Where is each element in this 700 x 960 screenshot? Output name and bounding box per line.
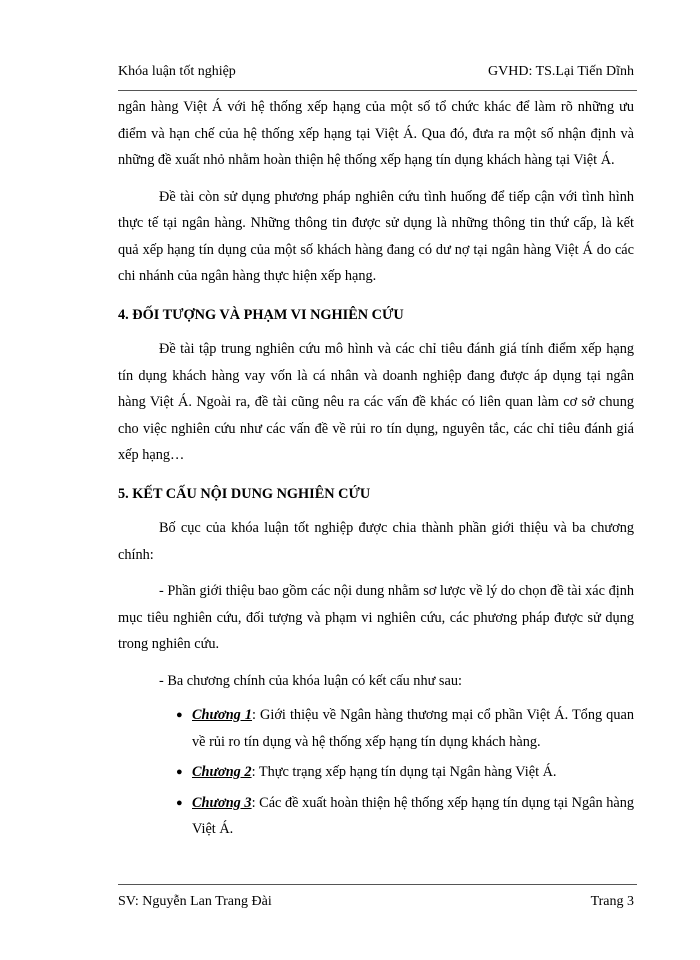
section-heading-4: 4. ĐỐI TƯỢNG VÀ PHẠM VI NGHIÊN CỨU [118, 306, 404, 323]
list-item [118, 759, 634, 786]
header-divider [118, 90, 637, 91]
document-body [118, 94, 634, 847]
paragraph-chapters-intro: - Ba chương chính của khóa luận có kết cấu như sau: [159, 672, 462, 689]
bullet-icon: ● [176, 796, 183, 809]
list-item [118, 790, 634, 843]
page-number: Trang 3 [590, 894, 634, 909]
bullet-icon: ● [176, 709, 183, 721]
paragraph-scope: Đề tài tập trung nghiên cứu mô hình và các chỉ tiêu đánh giá tính điểm xếp hạng tín dụng khách hàng vay vốn là cá nhân và doanh nghiệp đang được áp dụng tại ngân hàng Việt Á. Ngoài ra, đề tài cũng nêu ra các vấn đề khác có liên quan làm cơ sở chung cho việc nghiên cứu như các vấn đề về rủi ro tín dụng, nguyên tắc, các chỉ tiêu đánh giá xếp hạng… [118, 341, 634, 463]
paragraph-intro-part: - Phần giới thiệu bao gồm các nội dung nhằm sơ lược về lý do chọn đề tài xác định mục tiêu nghiên cứu, đối tượng và phạm vi nghiên cứu, các phương pháp được sử dụng trong nghiên cứu. [118, 583, 634, 652]
header-thesis-title: Khóa luận tốt nghiệp [118, 64, 236, 79]
chapter-label: Chương 1 [192, 707, 253, 723]
paragraph-method: Đề tài còn sử dụng phương pháp nghiên cứu tình huống để tiếp cận với tình hình thực tế tại ngân hàng. Những thông tin được sử dụng là những thông tin thứ cấp, là kết quả xếp hạng tín dụng của một số khách hàng đang có dư nợ tại ngân hàng Việt Á do các chi nhánh của ngân hàng thực hiện xếp hạng. [118, 188, 634, 284]
paragraph-continuation: ngân hàng Việt Á với hệ thống xếp hạng của một số tổ chức khác để làm rõ những ưu điểm và hạn chế của hệ thống xếp hạng tại Việt Á. Qua đó, đưa ra một số nhận định và những đề xuất nhỏ nhằm hoàn thiện hệ thống xếp hạng tín dụng khách hàng tại Việt Á. [118, 99, 634, 168]
paragraph-structure: Bố cục của khóa luận tốt nghiệp được chia thành phần giới thiệu và ba chương chính: [118, 520, 634, 563]
footer-student: SV: Nguyễn Lan Trang Đài [118, 894, 272, 909]
chapter-text: : Thực trạng xếp hạng tín dụng tại Ngân hàng Việt Á. [251, 764, 557, 780]
header-advisor: GVHD: TS.Lại Tiến Dĩnh [488, 64, 634, 79]
bullet-icon: ● [176, 766, 183, 778]
chapter-text: : Các đề xuất hoàn thiện hệ thống xếp hạng tín dụng tại Ngân hàng Việt Á. [192, 794, 634, 837]
section-heading-5: 5. KẾT CẤU NỘI DUNG NGHIÊN CỨU [118, 485, 371, 502]
chapter-text: : Giới thiệu về Ngân hàng thương mại cổ phần Việt Á. Tổng quan về rủi ro tín dụng và hệ thống xếp hạng tín dụng khách hàng. [192, 707, 634, 750]
list-item [118, 702, 634, 755]
chapter-list [118, 702, 634, 843]
chapter-label: Chương 3 [192, 794, 252, 811]
footer-divider [118, 884, 637, 885]
chapter-label: Chương 2 [192, 764, 252, 780]
